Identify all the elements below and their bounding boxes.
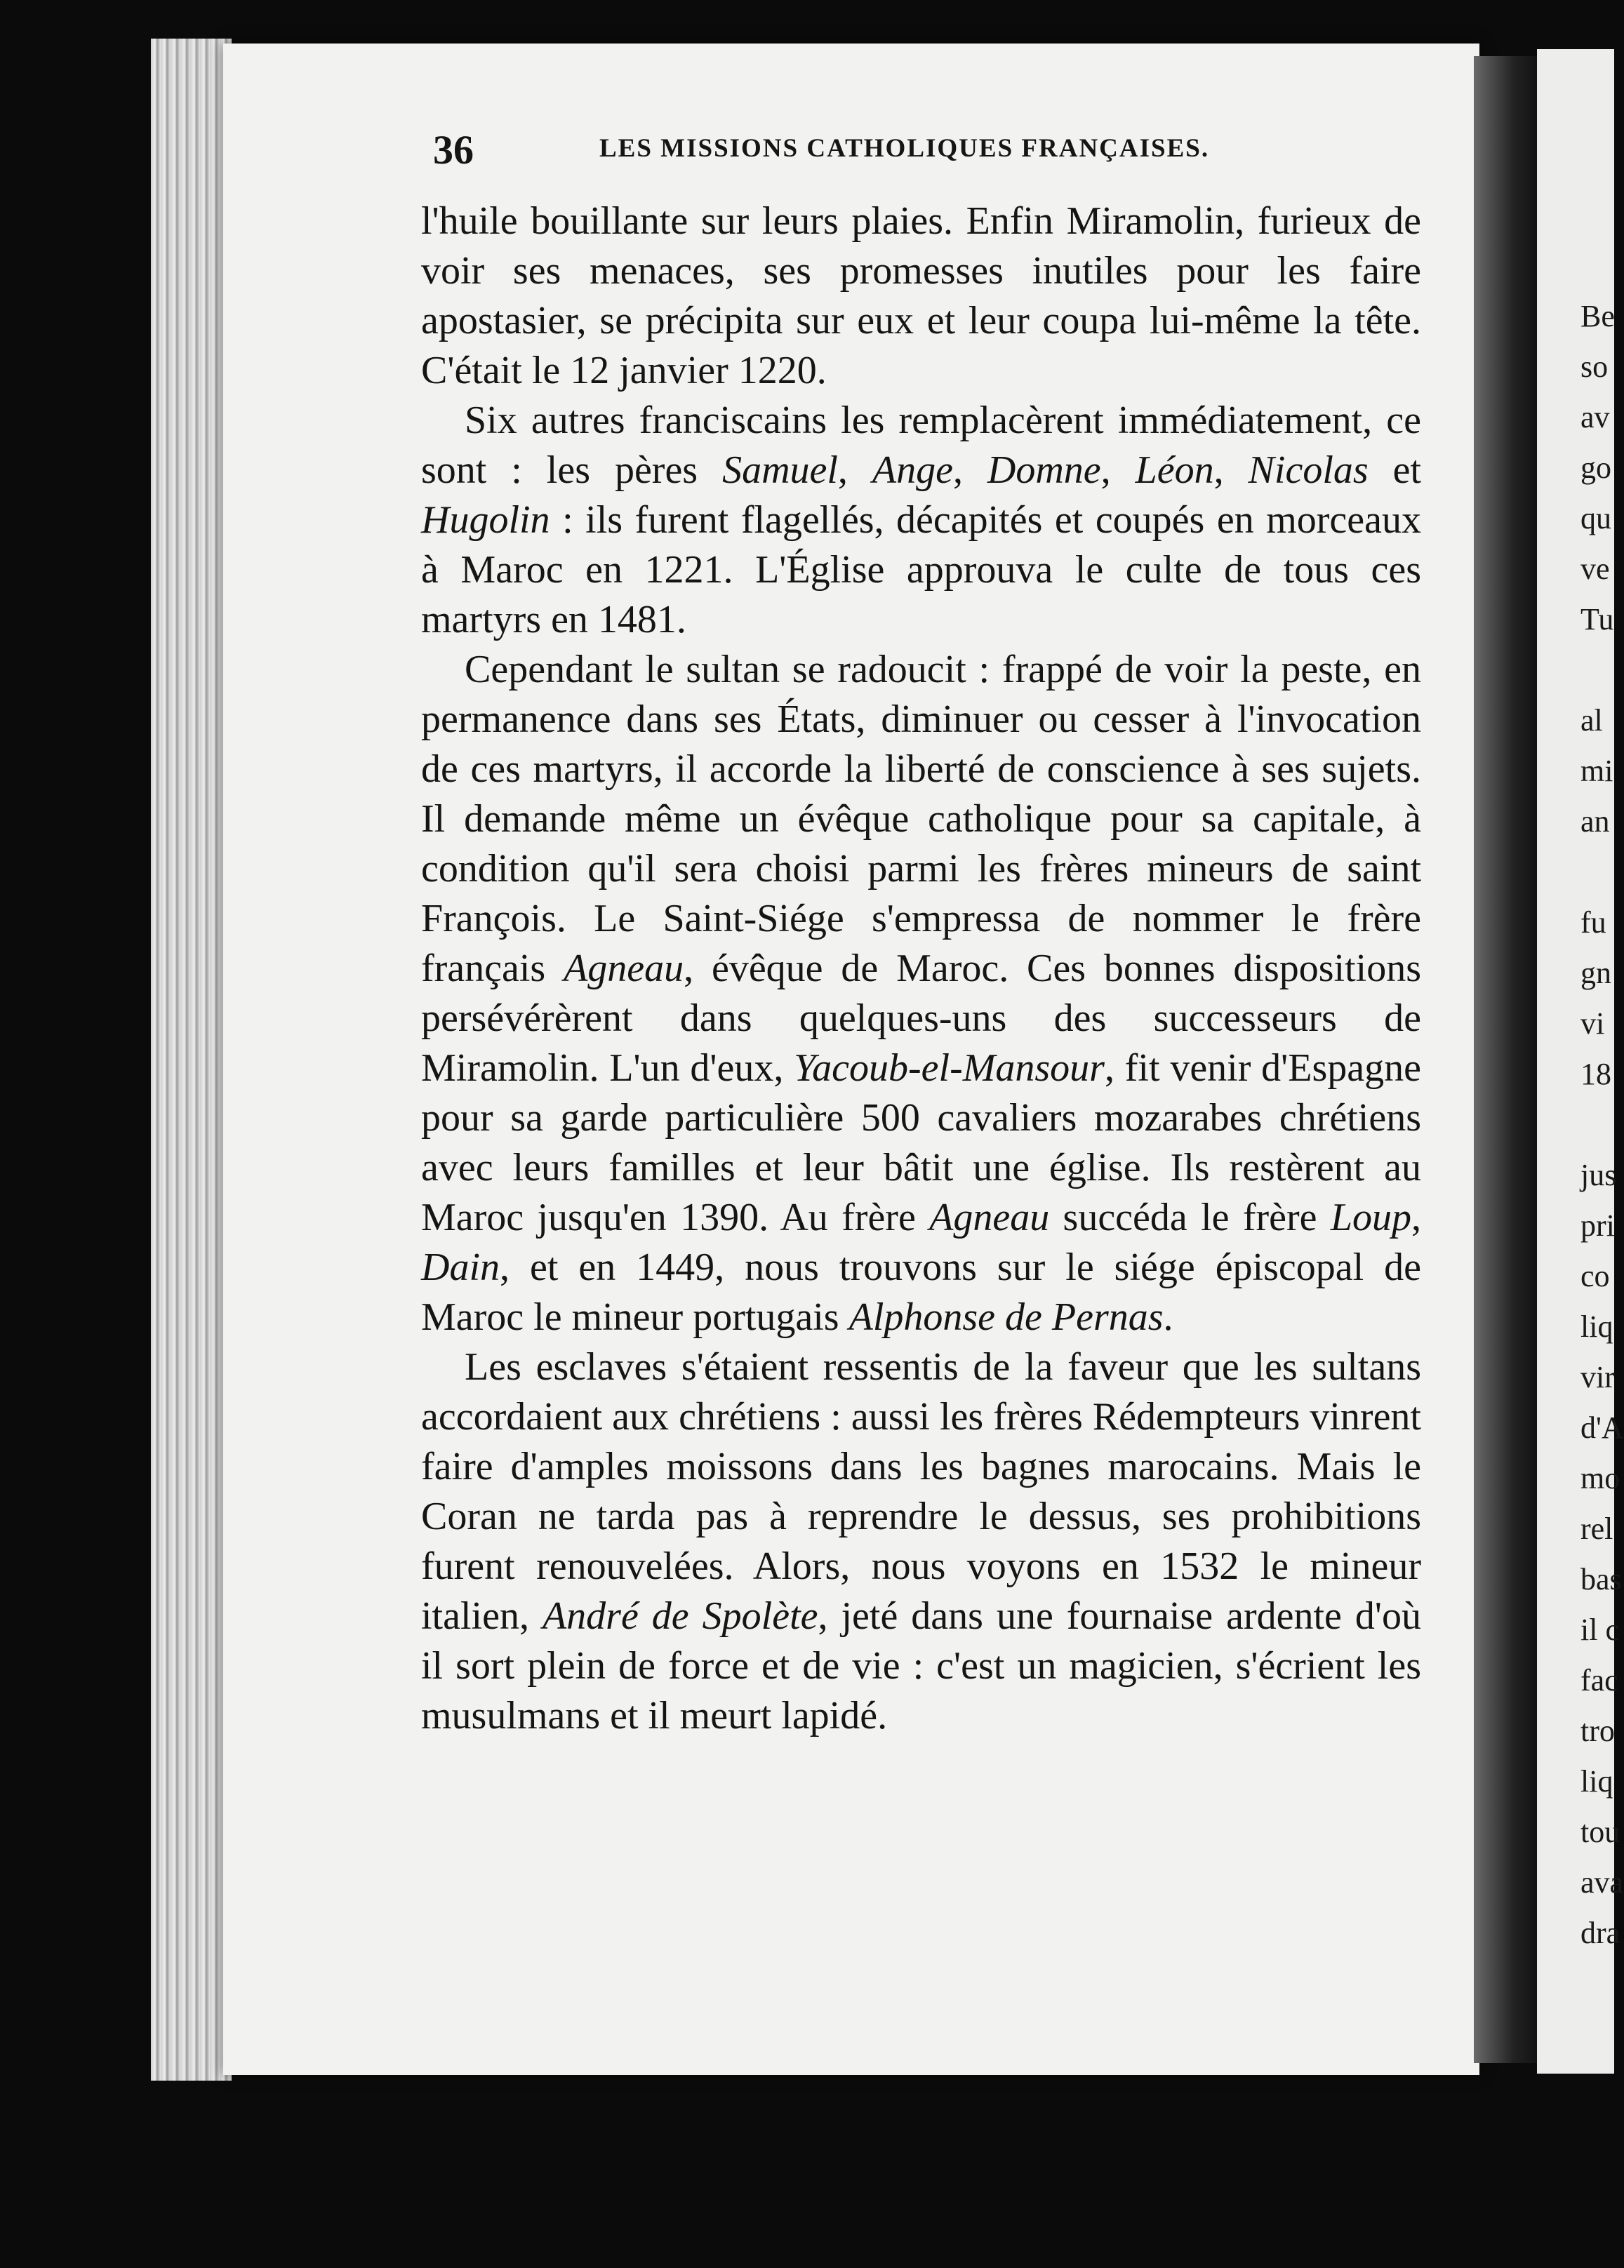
text-run: , [952, 448, 987, 492]
italic-name: André de Spolète [542, 1594, 818, 1638]
page-edges [151, 39, 232, 2081]
italic-name: Agneau [929, 1196, 1050, 1239]
text-run: , évêque de Maroc. Ces bonnes dispositions persévérèrent dans quelques-uns des successeurs de Miramolin. L'un d'eux, [421, 947, 1421, 1090]
italic-name: Alphonse de Pernas [848, 1295, 1164, 1339]
facing-line-fragment [1580, 645, 1614, 695]
running-head [433, 126, 1251, 182]
facing-line-fragment: bas [1580, 1562, 1622, 1596]
text-run: , [1411, 1196, 1421, 1239]
facing-line-fragment: pri [1580, 1208, 1615, 1243]
facing-line-fragment: av [1580, 400, 1610, 434]
italic-name: Agneau [564, 947, 684, 990]
facing-line-fragment: so [1580, 349, 1609, 384]
facing-line-fragment: jus [1580, 1158, 1617, 1192]
facing-line-fragment: dra [1580, 1916, 1620, 1950]
body-text [421, 196, 1421, 1741]
facing-line-fragment: il c [1580, 1613, 1619, 1647]
text-run: , [1213, 448, 1249, 492]
text-run: Les esclaves s'étaient ressentis de la faveur que les sultans accordaient aux chrétiens : aussi les frères Rédempteurs vinrent faire d'amples moissons dans les bagnes marocains. Mais le Coran ne tarda pas à reprendre le dessus, ses prohibitions furent renouvelées. Alors, nous voyons en 1532 le mineur italien, [421, 1345, 1421, 1638]
facing-line-fragment [1580, 1100, 1614, 1150]
text-run: , [1100, 448, 1136, 492]
text-run: , fit venir d'Espagne pour sa garde particulière 500 cavaliers mozarabes chrétiens avec leurs familles et leur bâtit une église. Ils restèrent au Maroc jusqu'en 1390. Au frère [421, 1046, 1421, 1239]
facing-line-fragment: 18 [1580, 1057, 1611, 1091]
facing-line-fragment: go [1580, 451, 1611, 485]
italic-name: Léon [1135, 448, 1214, 492]
italic-name: Samuel [722, 448, 838, 492]
facing-line-fragment: ava [1580, 1865, 1624, 1900]
facing-line-fragment: gn [1580, 956, 1611, 990]
page-gutter-shadow [1474, 56, 1540, 2063]
facing-line-fragment: Tu [1580, 602, 1614, 636]
running-title: LES MISSIONS CATHOLIQUES FRANÇAISES. [599, 134, 1210, 163]
text-run: , [837, 448, 872, 492]
facing-line-fragment: rel [1580, 1512, 1613, 1546]
facing-line-fragment: tro [1580, 1714, 1615, 1748]
italic-name: Dain [421, 1246, 500, 1289]
italic-name: Ange [872, 448, 953, 492]
facing-page-text [1580, 291, 1624, 1959]
facing-line-fragment: mi [1580, 754, 1613, 788]
facing-line-fragment: ve [1580, 552, 1610, 586]
facing-line-fragment: liq [1580, 1309, 1613, 1344]
text-run: Six autres franciscains les remplacèrent immédiatement, ce sont : les pères [421, 399, 1421, 492]
italic-name: Loup [1330, 1196, 1411, 1239]
paragraph [421, 396, 1421, 645]
page-number: 36 [433, 127, 474, 173]
text-run: succéda le frère [1049, 1196, 1331, 1239]
facing-line-fragment: tou [1580, 1815, 1620, 1849]
facing-line-fragment: Be [1580, 299, 1615, 333]
facing-line-fragment: fu [1580, 905, 1606, 940]
facing-line-fragment: an [1580, 804, 1610, 839]
text-run: . [1163, 1295, 1173, 1339]
facing-line-fragment: fac [1580, 1663, 1618, 1697]
facing-line-fragment: qu [1580, 501, 1611, 535]
text-run: l'huile bouillante sur leurs plaies. Enfin Miramolin, furieux de voir ses menaces, ses promesses inutiles pour les faire apostasier, se précipita sur eux et leur coupa lui-même la tête. C'était le 12 janvier 1220. [421, 199, 1421, 392]
text-run: et [1368, 448, 1422, 492]
italic-name: Domne [987, 448, 1101, 492]
facing-line-fragment [1580, 847, 1614, 898]
italic-name: Hugolin [421, 498, 550, 542]
facing-line-fragment: vir [1580, 1360, 1615, 1394]
facing-line-fragment: vi [1580, 1006, 1605, 1041]
italic-name: Nicolas [1248, 448, 1369, 492]
text-run: Cependant le sultan se radoucit : frappé de voir la peste, en permanence dans ses États, diminuer ou cesser à l'invocation de ces martyrs, il accorde la liberté de conscience à ses sujets. Il demande même un évêque catholique pour sa capitale, à condition qu'il sera choisi parmi les frères mineurs de saint François. Le Saint-Siége s'empressa de nommer le frère français [421, 648, 1421, 990]
paragraph [421, 196, 1421, 396]
facing-line-fragment: liq [1580, 1764, 1613, 1799]
paragraph [421, 645, 1421, 1342]
facing-line-fragment: mo [1580, 1461, 1620, 1495]
facing-line-fragment: co [1580, 1259, 1610, 1293]
text-run: , jeté dans une fournaise ardente d'où il sort plein de force et de vie : c'est un magicien, s'écrient les musulmans et il meurt lapidé. [421, 1594, 1421, 1737]
facing-line-fragment: d'A [1580, 1410, 1624, 1445]
paragraph [421, 1342, 1421, 1741]
text-run: , et en 1449, nous trouvons sur le siége épiscopal de Maroc le mineur portugais [421, 1246, 1421, 1339]
text-run: : ils furent flagellés, décapités et coupés en morceaux à Maroc en 1221. L'Église approuva le culte de tous ces martyrs en 1481. [421, 498, 1421, 641]
italic-name: Yacoub-el-Mansour [794, 1046, 1105, 1090]
facing-line-fragment: al [1580, 703, 1603, 738]
